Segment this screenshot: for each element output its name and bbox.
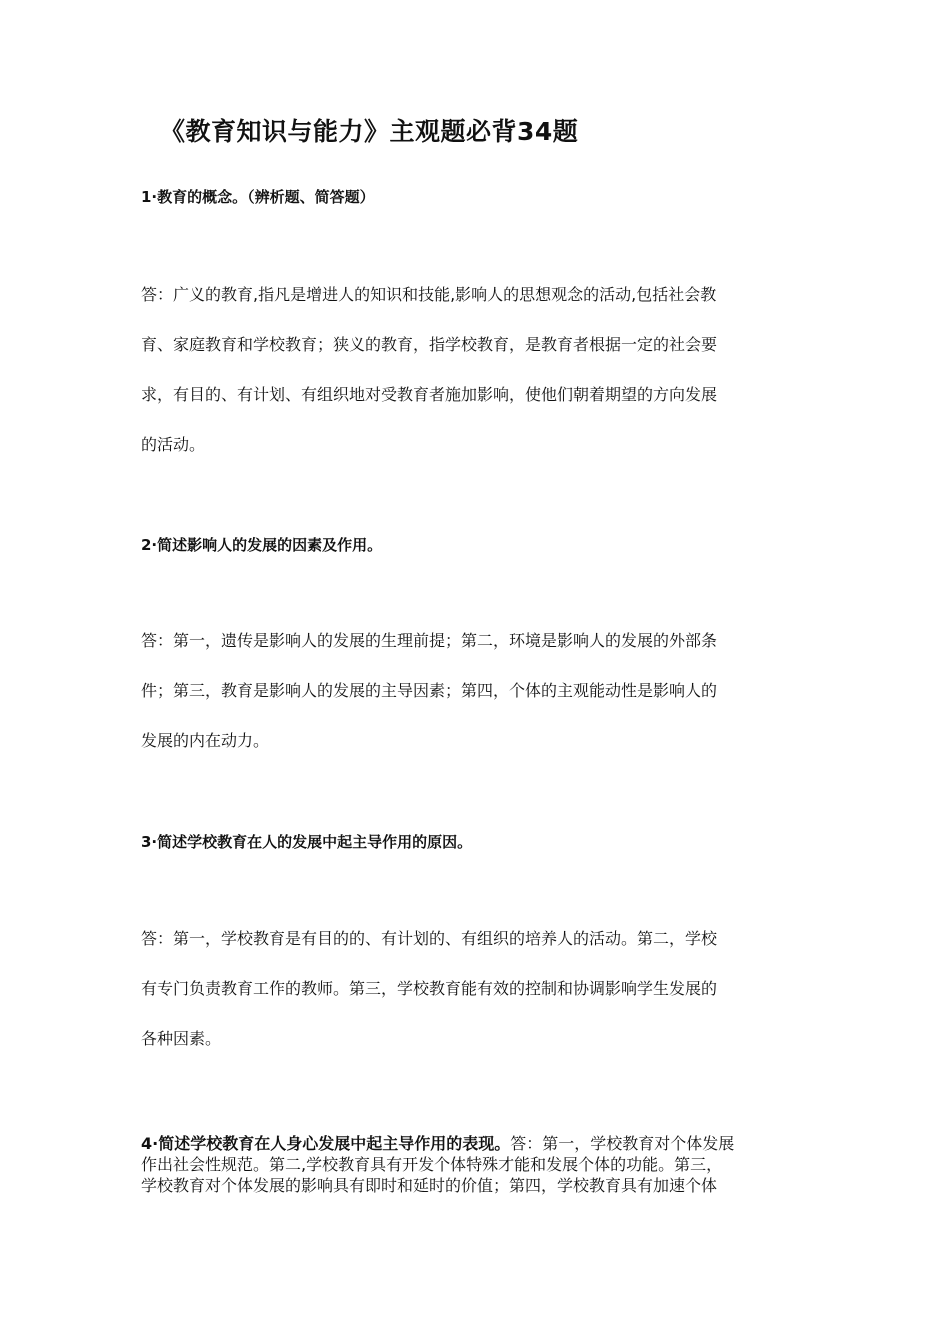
answer-line: 育、家庭教育和学校教育；狭义的教育，指学校教育，是教育者根据一定的社会要 <box>141 335 718 354</box>
question-3-heading: 3·简述学校教育在人的发展中起主导作用的原因。 <box>141 833 473 851</box>
page-title: 《教育知识与能力》主观题必背34题 <box>160 117 579 146</box>
answer-line: 件；第三，教育是影响人的发展的主导因素；第四，个体的主观能动性是影响人的 <box>141 681 718 700</box>
question-1-heading: 1·教育的概念。（辨析题、简答题） <box>141 188 375 206</box>
question-4-block <box>141 1133 811 1196</box>
question-1-answer <box>141 285 811 485</box>
answer-line: 求，有目的、有计划、有组织地对受教育者施加影响，使他们朝着期望的方向发展 <box>141 385 718 404</box>
answer-line: 答：广义的教育,指凡是增进人的知识和技能,影响人的思想观念的活动,包括社会教 <box>141 285 717 304</box>
question-2-heading: 2·简述影响人的发展的因素及作用。 <box>141 536 383 554</box>
answer-line: 的活动。 <box>141 435 206 454</box>
question-4-heading: 4·简述学校教育在人身心发展中起主导作用的表现。 <box>141 1134 511 1153</box>
answer-line: 有专门负责教育工作的教师。第三，学校教育能有效的控制和协调影响学生发展的 <box>141 979 718 998</box>
answer-line: 答：第一，遗传是影响人的发展的生理前提；第二，环境是影响人的发展的外部条 <box>141 631 718 650</box>
question-3-answer <box>141 929 811 1079</box>
answer-line: 各种因素。 <box>141 1029 222 1048</box>
answer-line: 学校教育对个体发展的影响具有即时和延时的价值；第四，学校教育具有加速个体 <box>141 1176 718 1195</box>
question-4-answer-start: 答：第一，学校教育对个体发展 <box>510 1134 735 1153</box>
answer-line: 答：第一，学校教育是有目的的、有计划的、有组织的培养人的活动。第二，学校 <box>141 929 718 948</box>
question-4-first-line <box>141 1133 811 1154</box>
question-2-answer <box>141 631 811 781</box>
answer-line: 发展的内在动力。 <box>141 731 270 750</box>
answer-line: 作出社会性规范。第二,学校教育具有开发个体特殊才能和发展个体的功能。第三， <box>141 1155 723 1174</box>
